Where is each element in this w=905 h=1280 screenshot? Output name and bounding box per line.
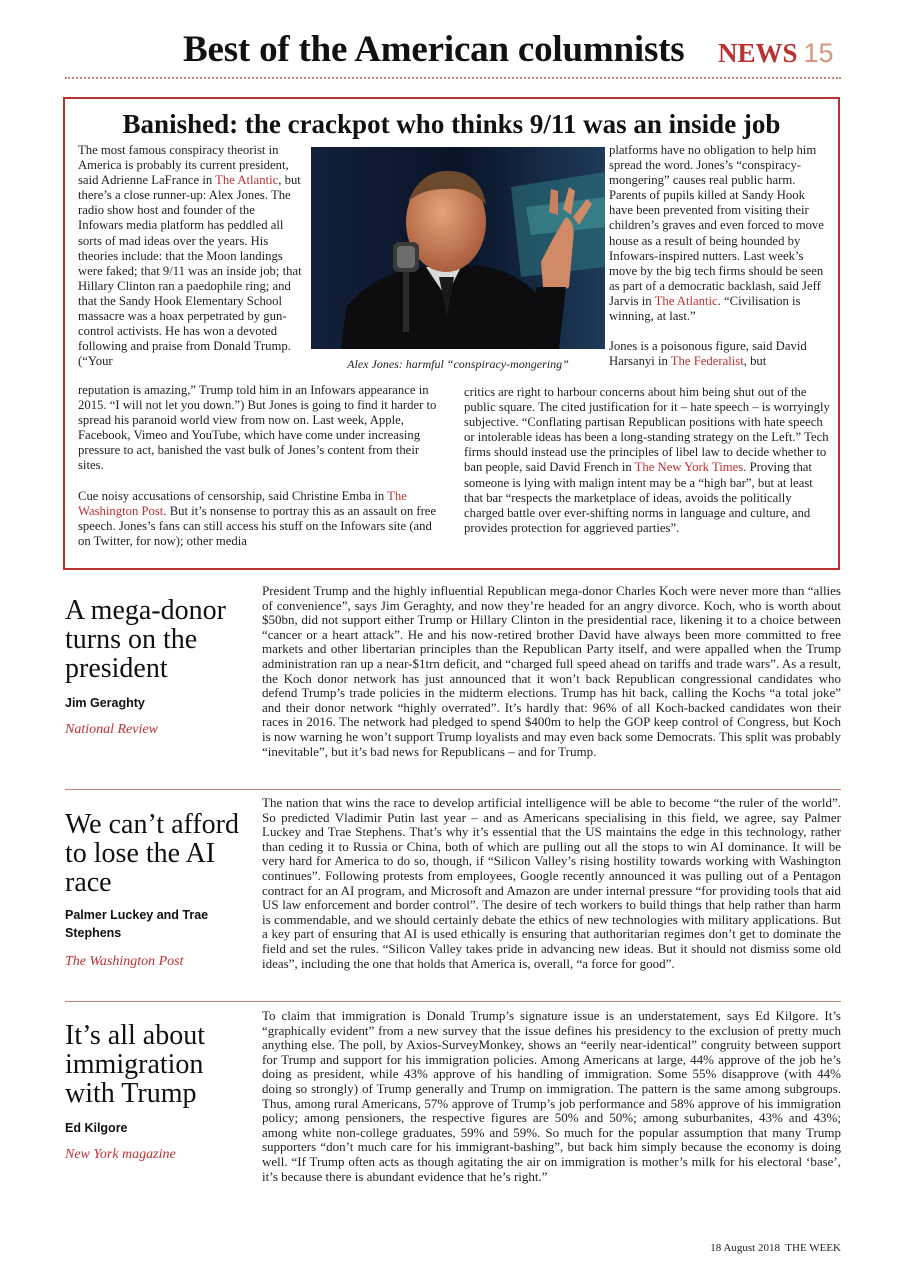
lead-text: reputation is amazing,” Trump told him in an Infowars appearance in 2015. “I will not let you down.”) But Jones is going to find it harder to spread his paranoid world view from now on. Last week, Apple, Facebook, Vimeo and YouTube, which have come under increasing pressure to act, banished the vast bulk of Jones’s content from their sites. — [78, 383, 437, 473]
lead-column-2 — [78, 383, 446, 549]
article-author: Ed Kilgore — [65, 1121, 128, 1135]
lead-column-1 — [78, 143, 303, 369]
article-source[interactable]: The Washington Post — [65, 954, 184, 969]
article-source[interactable]: National Review — [65, 722, 158, 737]
source-link[interactable]: The Atlantic — [654, 293, 718, 308]
publication-name: THE WEEK — [785, 1242, 841, 1254]
alex-jones-photo — [311, 147, 605, 349]
photo-illustration — [311, 147, 605, 349]
section-label — [718, 38, 834, 69]
article-source[interactable]: New York magazine — [65, 1147, 176, 1162]
page-title: Best of the American columnists — [183, 29, 685, 70]
lead-text: critics are right to harbour concerns about him being shut out of the public square. The cited justification for it – hate speech – is worryingly subjective. “Conflating partisan Republican positions with hate speech or intolerable ideas has been a long-standing strategy on the Left.” Tech firms should instead use the principles of libel law to decide whether to ban people, said David French in — [464, 385, 830, 475]
article-author: Palmer Luckey and Trae Stephens — [65, 908, 209, 940]
page-number: 15 — [803, 38, 834, 68]
page-footer — [710, 1242, 841, 1254]
lead-text: The most famous conspiracy theorist in America is probably its current president, said Adrienne LaFrance in — [78, 143, 289, 188]
lead-text: Jones is a poisonous figure, said David Harsanyi in — [609, 339, 807, 369]
source-link[interactable]: The Washington Post — [78, 488, 407, 518]
lead-headline: Banished: the crackpot who thinks 9/11 was an inside job — [122, 109, 781, 139]
article-headline: It’s all about immigration with Trump — [65, 1020, 205, 1109]
lead-story-box — [63, 97, 840, 570]
lead-column-3 — [609, 143, 831, 369]
article-divider — [65, 789, 841, 790]
lead-text: . But it’s nonsense to portray this as an assault on free speech. Jones’s fans can still access his stuff on the Infowars site (and on Twitter, for now); other media — [78, 503, 437, 548]
source-link[interactable]: The Federalist — [670, 354, 744, 369]
photo-caption: Alex Jones: harmful “conspiracy-mongering” — [347, 357, 569, 371]
lead-text: platforms have no obligation to help him spread the word. Jones’s “conspiracy-mongering” causes real public harm. Parents of pupils killed at Sandy Hook have been prevented from visiting their children’s graves and even forced to move house as a result of being hounded by Infowars-inspired nutters. Last week’s move by the big tech firms should be seen as part of a democratic backlash, said Jeff Jarvis in — [609, 143, 824, 308]
article-headline: We can’t afford to lose the AI race — [65, 809, 239, 898]
source-link[interactable]: The New York Times — [634, 460, 744, 475]
article-ai-race — [65, 796, 841, 996]
issue-date: 18 August 2018 — [710, 1242, 780, 1254]
article-immigration — [65, 1009, 841, 1209]
lead-text: . “Civilisation is winning, at last.” — [609, 293, 801, 324]
lead-text: , but there’s a close runner-up: Alex Jones. The radio show host and founder of the Infowars media platform has peddled all sorts of mad ideas over the years. His theories include: that the Moon landings were faked; that 9/11 was an inside job; that Hillary Clinton ran a paedophile ring; and that the Sandy Hook Elementary School massacre was a hoax perpetrated by gun-control activists. He has won a devoted following and praise from Donald Trump. (“Your — [78, 173, 302, 369]
article-body: To claim that immigration is Donald Trump’s signature issue is an understatement, says Ed Kilgore. It’s “graphically evident” from a new survey that the issue defines his presidency to the exclusion of pretty much anything else. The poll, by Axios-SurveyMonkey, shows an “eerily near-identical” congruity between support for Trump and support for his immigration policies. Among Americans at large, 44% approve of the job he’s doing as president, while 43% approve of his handling of immigration. Some 55% disapprove (with 44% doing so strongly) of Trump generally and Trump on immigration. The pattern is the same among subgroups. Thus, among rural Americans, 57% approve of Trump’s job performance and 58% approve of his immigration policy; among pensioners, the respective figures are 50% and 50%; among suburbanites, 43% and 43%; among white non-college graduates, 59% and 59%. So much for the popular assumption that many Trump supporters “don’t much care for his immigrant-bashing”, but back him simply because the economy is doing well. “If Trump often acts as though agitating the air on immigration is mother’s milk for his electoral ‘base’, it’s because there is abundant evidence that he’s right.” — [262, 1008, 841, 1184]
article-divider — [65, 1001, 841, 1002]
lead-text: Cue noisy accusations of censorship, said Christine Emba in — [78, 488, 388, 503]
lead-text: . Proving that someone is lying with malign intent may be a “high bar”, but at least that bar “respects the marketplace of ideas, avoids the politically charged battle over ever-shifting norms in language and culture, and provides protection for aggrieved parties”. — [464, 460, 813, 535]
article-mega-donor — [65, 584, 841, 784]
lead-text: , but — [743, 354, 767, 369]
article-headline: A mega-donor turns on the president — [65, 595, 226, 684]
lead-column-4 — [464, 385, 831, 536]
section-name: NEWS — [718, 38, 798, 68]
article-author: Jim Geraghty — [65, 696, 145, 710]
source-link[interactable]: The Atlantic — [215, 173, 279, 188]
article-body: President Trump and the highly influential Republican mega-donor Charles Koch were never more than “allies of convenience”, says Jim Geraghty, and now they’re headed for an angry divorce. Koch, who is worth about $50bn, did not support either Trump or Hillary Clinton in the presidential race, likening it to a choice between “cancer or a heart attack”. He and his now-retired brother David have always been more committed to free markets and other libertarian principles than the Republican Party itself, and were appalled when the Trump administration ran up a near-$1trn deficit, and “charged full speed ahead on tariffs and trade wars”. As a result, the Koch donor network has just announced that it won’t back Republican congressional candidates who defend Trump’s trade policies in the midterm elections. Trump has hit back, calling the Kochs “a total joke” and their donor network “highly overrated”. It’s hardly that: 96% of all Koch-backed candidates won their races in 2016. The network had pledged to spend $400m to help the GOP keep control of Congress, but Koch is now warning he won’t support Trump loyalists and may even back some Democrats. This split was probably “inevitable”, but it’s bad news for Republicans – and for Trump. — [262, 583, 841, 759]
header-divider — [65, 77, 841, 79]
article-body: The nation that wins the race to develop artificial intelligence will be able to become “the ruler of the world”. So predicted Vladimir Putin last year – and as Americans specialising in this field, we agree, say Palmer Luckey and Trae Stephens. That’s why it’s essential that the US maintains the edge in this technology, rather than ceding it to Russia or China, both of which are pulling out all the stops to win AI dominance. It will be very hard for America to do so, though, if “Silicon Valley’s rising hostility towards working with Washington continues”. Following protests from employees, Google recently announced it was pulling out of a Pentagon contract for an AI program, and Microsoft and Amazon are under internal pressure “for providing tools that aid US law enforcement and border control”. The desire of tech workers to build things that help rather than harm is commendable, and we should certainly debate the ethics of new technologies with military applications. But a key part of ensuring that AI is used ethically is ensuring that authoritarian regimes don’t get to dominate the field and set the rules. “Silicon Valley takes pride in advancing new ideas. But it should not dismiss some old ideas”, including the one that holds that America is, overall, “a force for good”. — [262, 795, 841, 971]
